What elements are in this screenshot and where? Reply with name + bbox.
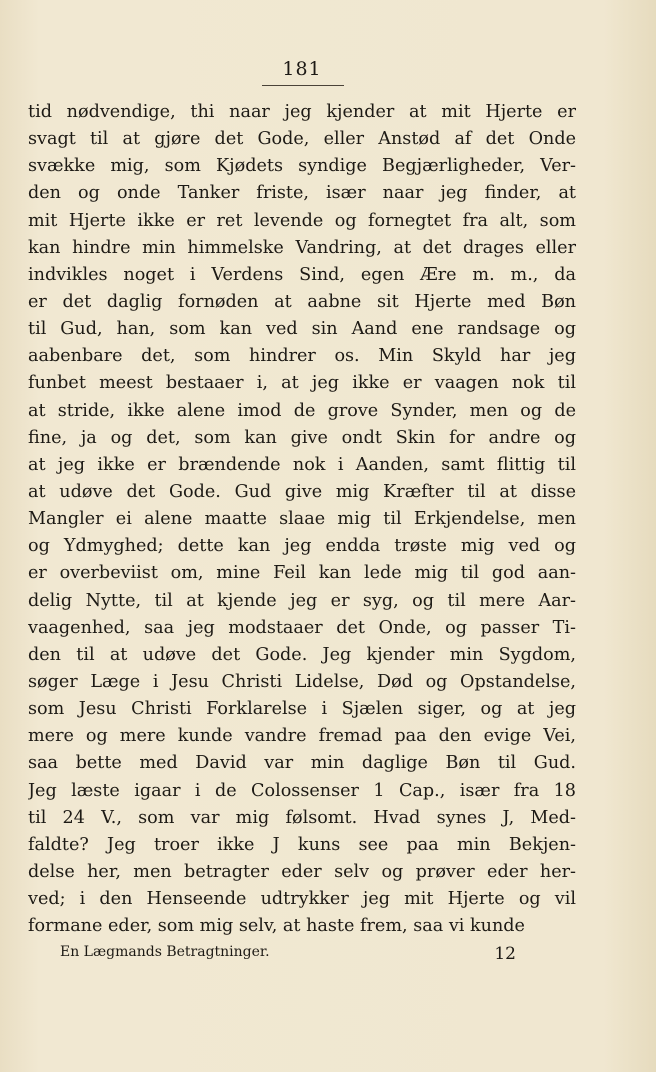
text-line: delig Nytte, til at kjende jeg er syg, og til mere Aar- <box>28 590 576 611</box>
text-line: Mangler ei alene maatte slaae mig til Erkjendelse, men <box>28 509 576 530</box>
text-line: tid nødvendige, thi naar jeg kjender at mit Hjerte er <box>28 102 576 122</box>
text-line: delse her, men betragter eder selv og prøver eder her- <box>28 861 576 882</box>
text-line: ved; i den Henseende udtrykker jeg mit Hjerte og vil <box>28 889 576 910</box>
text-line: og Ydmyghed; dette kan jeg endda trøste mig ved og <box>28 536 576 557</box>
text-line: vaagenhed, saa jeg modstaaer det Onde, og passer Ti- <box>28 617 576 638</box>
text-line: fine, ja og det, som kan give ondt Skin for andre og <box>28 427 576 448</box>
signature-number: 12 <box>494 944 516 964</box>
footer-book-title: En Lægmands Betragtninger. <box>60 944 270 960</box>
text-line: som Jesu Christi Forklarelse i Sjælen siger, og at jeg <box>28 699 576 720</box>
text-line: aabenbare det, som hindrer os. Min Skyld har jeg <box>28 346 576 367</box>
page-number: 181 <box>282 58 322 80</box>
text-line: saa bette med David var min daglige Bøn til Gud. <box>28 753 576 774</box>
text-line: er det daglig fornøden at aabne sit Hjerte med Bøn <box>28 291 576 312</box>
text-line: er overbeviist om, mine Feil kan lede mig til god aan- <box>28 563 576 584</box>
text-line: svagt til at gjøre det Gode, eller Anstød af det Onde <box>28 129 576 150</box>
body-text <box>28 99 576 940</box>
text-line: funbet meest bestaaer i, at jeg ikke er vaagen nok til <box>28 373 576 394</box>
text-line: til Gud, han, som kan ved sin Aand ene randsage og <box>28 319 576 340</box>
text-line: mere og mere kunde vandre fremad paa den evige Vei, <box>28 726 576 747</box>
text-line: den til at udøve det Gode. Jeg kjender min Sygdom, <box>28 644 576 665</box>
text-line: faldte? Jeg troer ikke J kuns see paa min Bekjen- <box>28 834 576 855</box>
text-line: svække mig, som Kjødets syndige Begjærligheder, Ver- <box>28 156 576 177</box>
text-line: kan hindre min himmelske Vandring, at det drages eller <box>28 237 576 258</box>
page-footer <box>60 944 516 964</box>
text-line: mit Hjerte ikke er ret levende og fornegtet fra alt, som <box>28 210 576 231</box>
text-line: at stride, ikke alene imod de grove Synder, men og de <box>28 400 576 421</box>
text-line: indvikles noget i Verdens Sind, egen Ære m. m., da <box>28 264 576 285</box>
text-line: til 24 V., som var mig følsomt. Hvad synes J, Med- <box>28 807 576 828</box>
text-line: at jeg ikke er brændende nok i Aanden, samt flittig til <box>28 454 576 475</box>
page-number-rule <box>262 85 344 86</box>
text-line: at udøve det Gode. Gud give mig Kræfter til at disse <box>28 481 576 502</box>
text-line: søger Læge i Jesu Christi Lidelse, Død og Opstandelse, <box>28 671 576 692</box>
text-line: Jeg læste igaar i de Colossenser 1 Cap., især fra 18 <box>28 780 576 801</box>
text-line: den og onde Tanker friste, især naar jeg finder, at <box>28 183 576 204</box>
text-line: formane eder, som mig selv, at haste frem, saa vi kunde <box>28 916 525 937</box>
